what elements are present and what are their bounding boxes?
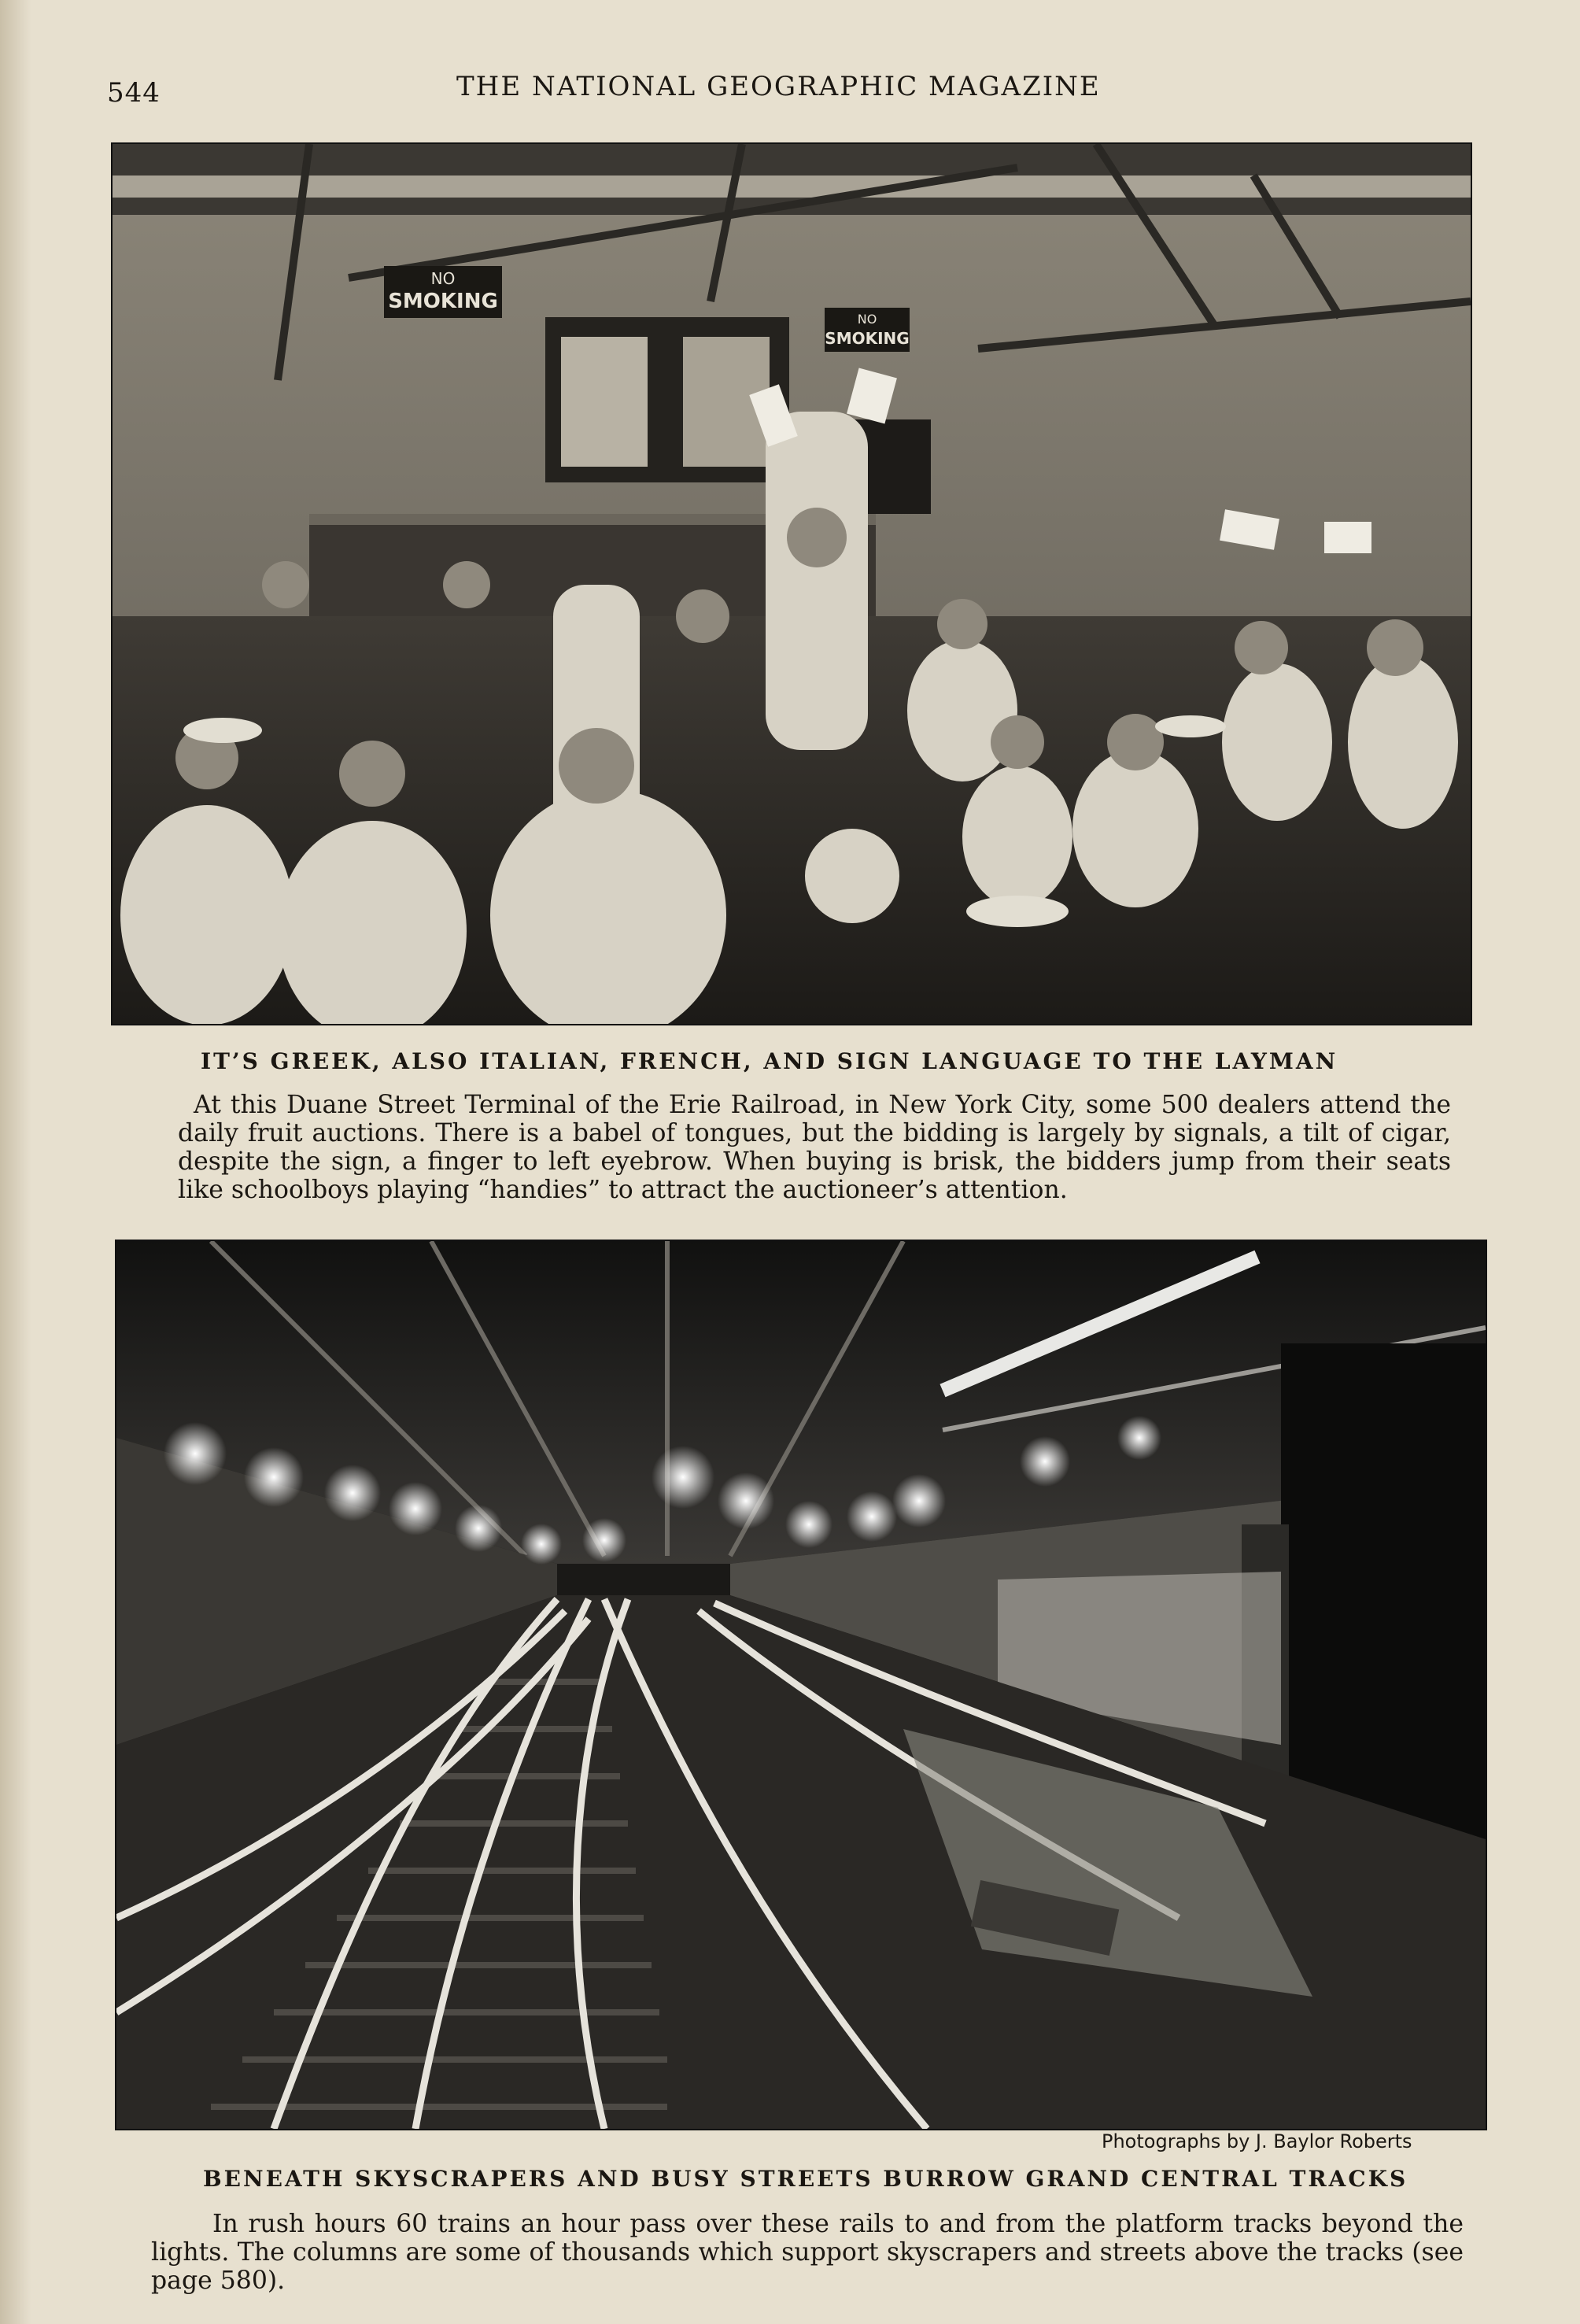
sign-left-line1: NO <box>430 269 456 288</box>
page-header <box>102 66 1440 113</box>
sign-right-line1: NO <box>857 312 877 327</box>
sign-left-line2: SMOKING <box>388 290 498 313</box>
photo-credit: Photographs by J. Baylor Roberts <box>1102 2130 1412 2152</box>
tracks-caption-title: BENEATH SKYSCRAPERS AND BUSY STREETS BURROW GRAND CENTRAL TRACKS <box>203 2166 1408 2192</box>
page-edge-shadow <box>0 0 31 2324</box>
auction-photo-illustration <box>113 144 1471 1024</box>
tracks-caption-body: In rush hours 60 trains an hour pass over these rails to and from the platform tracks beyond the lights. The columns are some of thousands which support skyscrapers and streets above the tracks (see page 580). <box>151 2210 1464 2295</box>
tracks-photo-illustration <box>116 1241 1486 2129</box>
auction-photo <box>113 144 1471 1024</box>
magazine-title: THE NATIONAL GEOGRAPHIC MAGAZINE <box>456 71 1101 102</box>
tracks-photo <box>116 1241 1486 2129</box>
auction-caption-title: IT’S GREEK, ALSO ITALIAN, FRENCH, AND SIGN LANGUAGE TO THE LAYMAN <box>201 1048 1338 1074</box>
page-number: 544 <box>107 77 161 109</box>
sign-right-line2: SMOKING <box>825 329 910 348</box>
auction-caption-body: At this Duane Street Terminal of the Erie Railroad, in New York City, some 500 dealers attend the daily fruit auctions. There is a babel of tongues, but the bidding is largely by signals, a tilt of cigar, despite the sign, a finger to left eyebrow. When buying is brisk, the bidders jump from their seats like schoolboys playing “handies” to attract the auctioneer’s attention. <box>178 1091 1451 1204</box>
